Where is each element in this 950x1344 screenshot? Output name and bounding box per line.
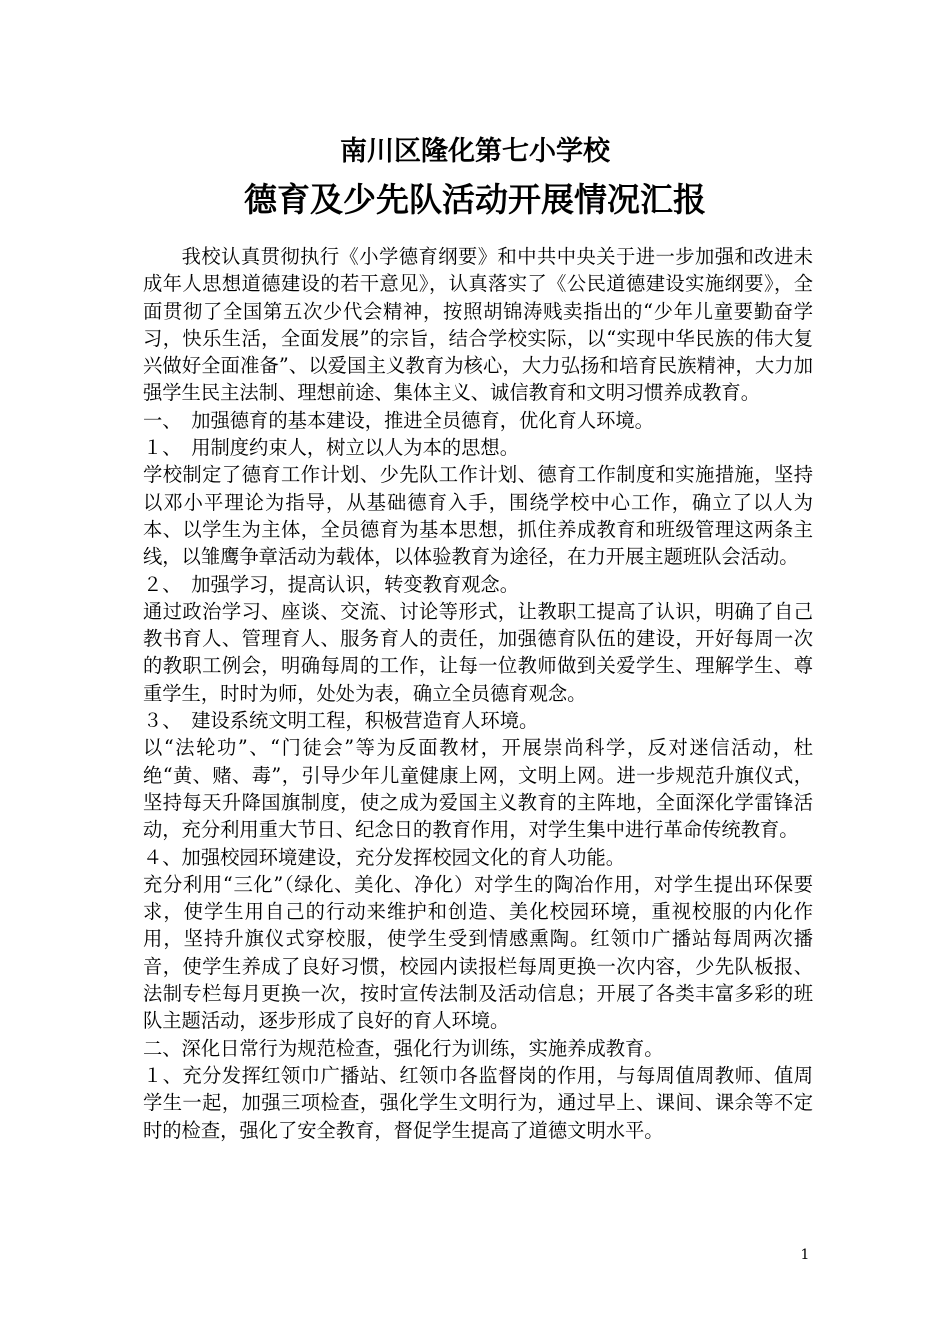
body-paragraph: １、充分发挥红领巾广播站、红领巾各监督岗的作用，与每周值周教师、值周学生一起，加强三项检查，强化学生文明行为，通过早上、课间、课余等不定时的检查，强化了安全教育，督促学生提高了道德文明水平。 [143, 1063, 813, 1142]
section-heading-1: 一、 加强德育的基本建设，推进全员德育，优化育人环境。 [143, 408, 654, 432]
intro-paragraph: 我校认真贯彻执行《小学德育纲要》和中共中央关于进一步加强和改进未成年人思想道德建设的若干意见》，认真落实了《公民道德建设实施纲要》，全面贯彻了全国第五次少代会精神，按照胡锦涛贱卖指出的“少年儿童要勤奋学习，快乐生活，全面发展”的宗旨，结合学校实际，以“实现中华民族的伟大复兴做好全面准备”、以爱国主义教育为核心，大力弘扬和培育民族精神，大力加强学生民主法制、理想前途、集体主义、诚信教育和文明习惯养成教育。 [143, 245, 813, 405]
body-paragraph: 学校制定了德育工作计划、少先队工作计划、德育工作制度和实施措施，坚持以邓小平理论为指导，从基础德育入手，围绕学校中心工作，确立了以人为本、以学生为主体，全员德育为基本思想，抓住养成教育和班级管理这两条主线，以雏鹰争章活动为载体，以体验教育为途径，在力开展主题班队会活动。 [143, 463, 813, 569]
body-paragraph: 充分利用“三化”（绿化、美化、净化）对学生的陶冶作用，对学生提出环保要求，使学生用自己的行动来维护和创造、美化校园环境，重视校服的内化作用，坚持升旗仪式穿校服，使学生受到情感熏陶。红领巾广播站每周两次播音，使学生养成了良好习惯，校园内读报栏每周更换一次内容，少先队板报、法制专栏每月更换一次，按时宣传法制及活动信息；开展了各类丰富多彩的班队主题活动，逐步形成了良好的育人环境。 [143, 872, 813, 1033]
report-title: 德育及少先队活动开展情况汇报 [244, 180, 706, 219]
subsection-heading-1-2: ２、 加强学习，提高认识，转变教育观念。 [143, 572, 519, 596]
school-name-title: 南川区隆化第七小学校 [340, 136, 610, 167]
subsection-heading-1-4: ４、加强校园环境建设，充分发挥校园文化的育人功能。 [143, 845, 626, 869]
document-body [143, 243, 813, 1144]
body-paragraph: 通过政治学习、座谈、交流、讨论等形式，让教职工提高了认识，明确了自己教书育人、管理育人、服务育人的责任，加强德育队伍的建设，开好每周一次的教职工例会，明确每周的工作，让每一位教师做到关爱学生、理解学生、尊重学生，时时为师，处处为表，确立全员德育观念。 [143, 599, 813, 705]
subsection-heading-1-1: １、 用制度约束人，树立以人为本的思想。 [143, 436, 519, 460]
subsection-heading-1-3: ３、 建设系统文明工程，积极营造育人环境。 [143, 709, 539, 733]
page-number: 1 [800, 1247, 810, 1263]
body-paragraph: 以“法轮功”、“门徒会”等为反面教材，开展崇尚科学，反对迷信活动，杜绝“黄、赌、毒”，引导少年儿童健康上网，文明上网。进一步规范升旗仪式，坚持每天升降国旗制度，使之成为爱国主义教育的主阵地，全面深化学雷锋活动，充分利用重大节日、纪念日的教育作用，对学生集中进行革命传统教育。 [143, 736, 813, 842]
section-heading-2: 二、深化日常行为规范检查，强化行为训练，实施养成教育。 [143, 1036, 664, 1060]
